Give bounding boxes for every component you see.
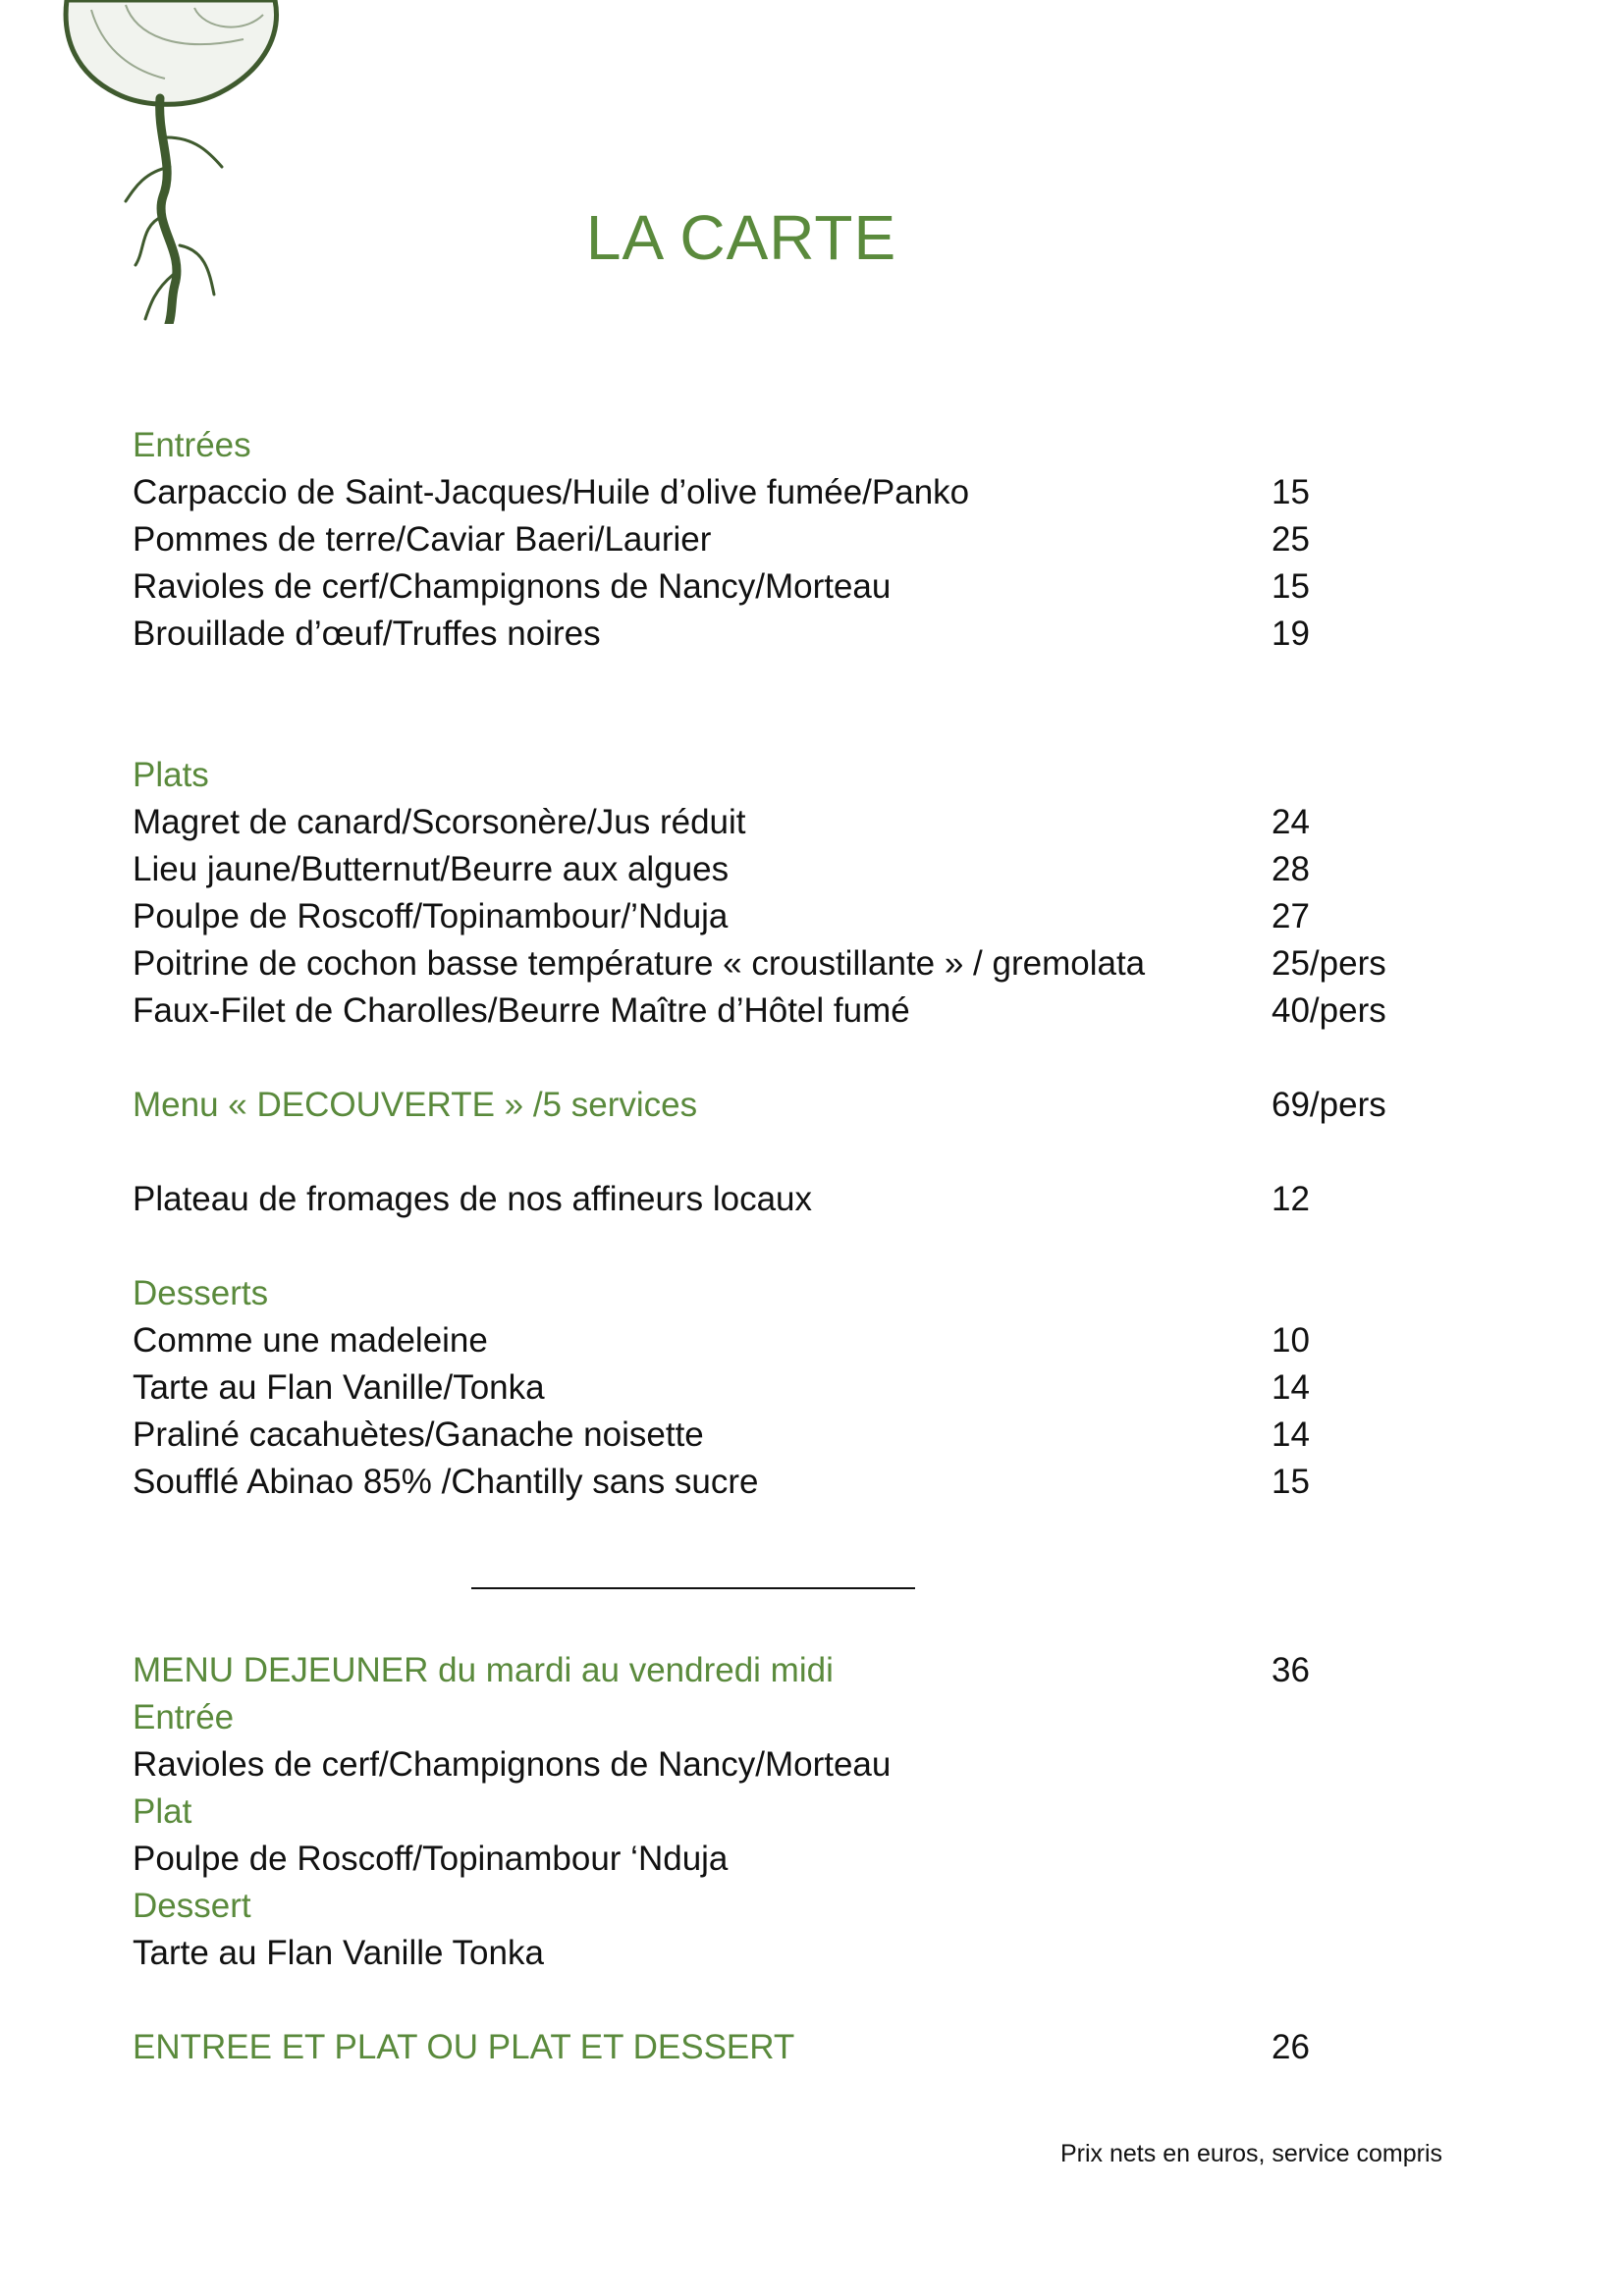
section-heading-plats: Plats <box>133 756 209 794</box>
item-price: 15 <box>1272 1463 1310 1501</box>
item-name: Poitrine de cochon basse température « croustillante » / gremolata <box>133 944 1146 983</box>
cheese-platter <box>133 1176 1409 1223</box>
item-name: Carpaccio de Saint-Jacques/Huile d’olive fumée/Panko <box>133 473 970 511</box>
menu-item <box>133 1317 1409 1364</box>
item-name: Pommes de terre/Caviar Baeri/Laurier <box>133 520 712 559</box>
menu-item <box>133 799 1409 846</box>
item-price: 15 <box>1272 567 1310 606</box>
item-name: Faux-Filet de Charolles/Beurre Maître d’Hôtel fumé <box>133 991 910 1030</box>
menu-item <box>133 1412 1409 1459</box>
item-name: Comme une madeleine <box>133 1321 488 1360</box>
lunch-dessert-label: Dessert <box>133 1887 251 1925</box>
lunch-menu-heading <box>133 1647 1409 1694</box>
menu-item <box>133 1459 1409 1506</box>
menu-item <box>133 563 1409 611</box>
item-name: Lieu jaune/Butternut/Beurre aux algues <box>133 850 730 888</box>
section-heading-entrees: Entrées <box>133 426 251 464</box>
item-name: Praliné cacahuètes/Ganache noisette <box>133 1415 704 1454</box>
menu-item <box>133 1364 1409 1412</box>
root-vegetable-illustration-icon <box>47 0 293 324</box>
menu-item <box>133 469 1409 516</box>
item-price: 26 <box>1272 2028 1310 2066</box>
menu-item <box>133 516 1409 563</box>
menu-decouverte <box>133 1082 1409 1129</box>
menu-item <box>133 611 1409 658</box>
section-heading-desserts: Desserts <box>133 1274 269 1312</box>
menu-list <box>133 422 1409 2071</box>
item-name: Poulpe de Roscoff/Topinambour/’Nduja <box>133 897 729 935</box>
item-price: 12 <box>1272 1180 1310 1218</box>
item-price: 14 <box>1272 1415 1310 1454</box>
item-name: ENTREE ET PLAT OU PLAT ET DESSERT <box>133 2028 795 2066</box>
item-price: 24 <box>1272 803 1310 841</box>
item-price: 27 <box>1272 897 1310 935</box>
item-name: Tarte au Flan Vanille/Tonka <box>133 1368 545 1407</box>
item-name: Brouillade d’œuf/Truffes noires <box>133 614 601 653</box>
item-name: Plateau de fromages de nos affineurs locaux <box>133 1180 813 1218</box>
item-price: 28 <box>1272 850 1310 888</box>
item-price: 36 <box>1272 1651 1310 1689</box>
menu-item <box>133 893 1409 940</box>
menu-item <box>133 846 1409 893</box>
menu-item <box>133 988 1409 1035</box>
item-name: MENU DEJEUNER du mardi au vendredi midi <box>133 1651 834 1689</box>
item-price: 14 <box>1272 1368 1310 1407</box>
item-price: 25 <box>1272 520 1310 559</box>
item-name: Magret de canard/Scorsonère/Jus réduit <box>133 803 746 841</box>
item-name: Soufflé Abinao 85% /Chantilly sans sucre <box>133 1463 759 1501</box>
item-name: Menu « DECOUVERTE » /5 services <box>133 1086 698 1124</box>
formule-entree-plat <box>133 2024 1409 2071</box>
item-price: 69/pers <box>1272 1086 1386 1124</box>
footer-note: Prix nets en euros, service compris <box>1060 2140 1443 2167</box>
item-name: Ravioles de cerf/Champignons de Nancy/Morteau <box>133 567 892 606</box>
item-price: 15 <box>1272 473 1310 511</box>
lunch-plat-label: Plat <box>133 1792 192 1831</box>
menu-item <box>133 940 1409 988</box>
item-price: 25/pers <box>1272 944 1386 983</box>
lunch-entree: Ravioles de cerf/Champignons de Nancy/Morteau <box>133 1745 892 1784</box>
lunch-plat: Poulpe de Roscoff/Topinambour ‘Nduja <box>133 1840 729 1878</box>
divider <box>471 1587 915 1589</box>
lunch-dessert: Tarte au Flan Vanille Tonka <box>133 1934 544 1972</box>
item-price: 10 <box>1272 1321 1310 1360</box>
item-price: 19 <box>1272 614 1310 653</box>
lunch-entree-label: Entrée <box>133 1698 235 1736</box>
page-title: LA CARTE <box>585 202 897 273</box>
item-price: 40/pers <box>1272 991 1386 1030</box>
